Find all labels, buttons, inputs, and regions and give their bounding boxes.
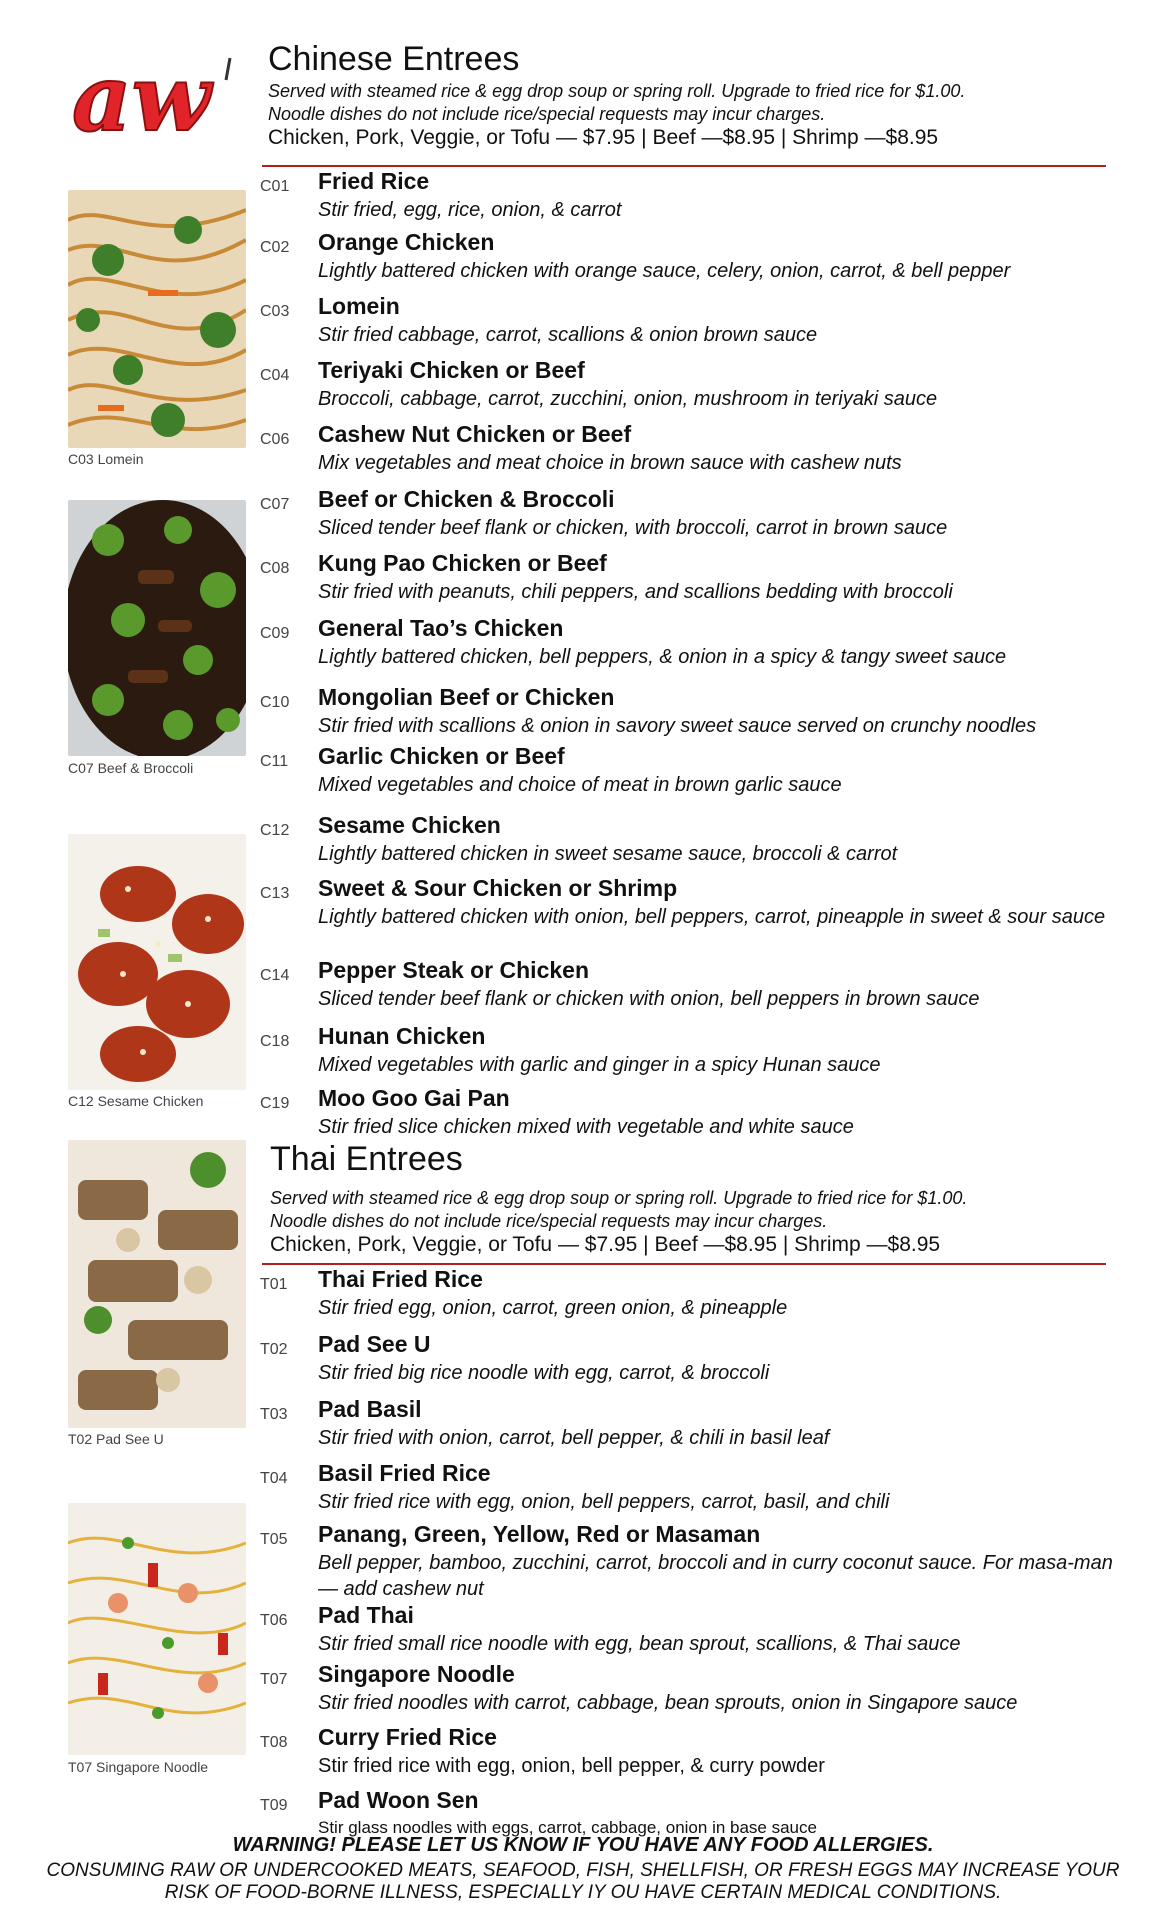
item-code: C02 [260, 239, 290, 256]
item-name: Beef or Chicken & Broccoli [318, 486, 615, 512]
item-name: Sweet & Sour Chicken or Shrimp [318, 875, 678, 901]
item-name: Singapore Noodle [318, 1661, 515, 1687]
menu-item-c04 [260, 357, 1110, 410]
allergy-warning-headline: WARNING! PLEASE LET US KNOW IF YOU HAVE ANY FOOD ALLERGIES. [232, 1834, 934, 1856]
item-name: Basil Fried Rice [318, 1460, 491, 1486]
item-description: Lightly battered chicken with orange sauce, celery, onion, carrot, & bell pepper [318, 260, 1011, 282]
item-description: Stir glass noodles with eggs, carrot, cabbage, onion in base sauce [318, 1818, 817, 1837]
item-description: Stir fried rice with egg, onion, bell pepper, & curry powder [318, 1755, 825, 1777]
item-description: Stir fried, egg, rice, onion, & carrot [318, 199, 622, 221]
item-description: Stir fried with peanuts, chili peppers, and scallions bedding with broccoli [318, 581, 953, 603]
item-name: Cashew Nut Chicken or Beef [318, 421, 632, 447]
chinese-price-line: Chicken, Pork, Veggie, or Tofu — $7.95 | Beef —$8.95 | Shrimp —$8.95 [268, 126, 939, 149]
chinese-divider [262, 165, 1106, 167]
item-code: C08 [260, 560, 290, 577]
menu-item-t02 [260, 1331, 1110, 1384]
menu-item-c08 [260, 550, 1110, 603]
item-name: Pad Thai [318, 1602, 414, 1628]
restaurant-logo [70, 50, 250, 150]
item-name: Garlic Chicken or Beef [318, 743, 565, 769]
photo-sesame-chicken [68, 834, 246, 1090]
menu-item-c12 [260, 812, 1110, 865]
item-description: Stir fried with onion, carrot, bell pepper, & chili in basil leaf [318, 1427, 830, 1449]
item-name: Pad See U [318, 1331, 431, 1357]
menu-item-c18 [260, 1023, 1110, 1076]
item-description: Stir fried big rice noodle with egg, carrot, & broccoli [318, 1362, 770, 1384]
item-description: Lightly battered chicken with onion, bell peppers, carrot, pineapple in sweet & sour sauce [318, 906, 1106, 928]
item-description: Stir fried noodles with carrot, cabbage, bean sprouts, onion in Singapore sauce [318, 1692, 1018, 1714]
item-code: C10 [260, 694, 290, 711]
item-name: Kung Pao Chicken or Beef [318, 550, 607, 576]
item-description: Mixed vegetables and choice of meat in brown garlic sauce [318, 774, 842, 796]
item-description: Lightly battered chicken, bell peppers, & onion in a spicy & tangy sweet sauce [318, 646, 1007, 668]
thai-price-line: Chicken, Pork, Veggie, or Tofu — $7.95 | Beef —$8.95 | Shrimp —$8.95 [270, 1233, 941, 1256]
photo-beef-broccoli [68, 500, 246, 756]
menu-item-c07 [260, 486, 1110, 539]
menu-item-t06 [260, 1602, 1110, 1655]
menu-item-c09 [260, 615, 1110, 668]
logo-accent-mark [226, 58, 230, 80]
allergy-warning-line: RISK OF FOOD-BORNE ILLNESS, ESPECIALLY IY OU HAVE CERTAIN MEDICAL CONDITIONS. [164, 1882, 1002, 1903]
item-name: Pad Basil [318, 1396, 422, 1422]
item-description: Sliced tender beef flank or chicken, with broccoli, carrot in brown sauce [318, 517, 948, 539]
photo-caption: C12 Sesame Chicken [68, 1093, 204, 1109]
item-code: T08 [260, 1734, 288, 1751]
item-description: Stir fried small rice noodle with egg, bean sprout, scallions, & Thai sauce [318, 1633, 961, 1655]
menu-item-c13 [260, 875, 1110, 951]
menu-item-c11 [260, 743, 1110, 796]
allergy-warning-body [30, 1860, 1136, 1904]
menu-item-t07 [260, 1661, 1110, 1714]
thai-section-title: Thai Entrees [270, 1140, 463, 1178]
item-description: Mix vegetables and meat choice in brown sauce with cashew nuts [318, 452, 902, 474]
chinese-section-title: Chinese Entrees [268, 40, 520, 78]
menu-item-c19 [260, 1085, 1110, 1138]
item-code: T03 [260, 1406, 288, 1423]
item-name: Orange Chicken [318, 229, 495, 255]
allergy-warning-line: CONSUMING RAW OR UNDERCOOKED MEATS, SEAFOOD, FISH, SHELLFISH, OR FRESH EGGS MAY INCREASE YOUR [46, 1860, 1120, 1881]
photo-caption: C03 Lomein [68, 451, 144, 467]
menu-item-c01 [260, 168, 1110, 221]
menu-item-t08 [260, 1724, 1110, 1777]
menu-item-c10 [260, 684, 1110, 737]
item-description: Stir fried slice chicken mixed with vegetable and white sauce [318, 1116, 854, 1138]
menu-item-t03 [260, 1396, 1110, 1449]
item-code: T05 [260, 1531, 288, 1548]
item-code: T01 [260, 1276, 288, 1293]
logo-lettering: aw [72, 50, 211, 150]
item-code: C09 [260, 625, 290, 642]
photo-caption: T07 Singapore Noodle [68, 1759, 209, 1775]
item-name: Fried Rice [318, 168, 430, 194]
menu-item-c03 [260, 293, 1110, 346]
item-description: Lightly battered chicken in sweet sesame sauce, broccoli & carrot [318, 843, 898, 865]
item-name: Sesame Chicken [318, 812, 501, 838]
item-code: C06 [260, 431, 290, 448]
menu-item-c06 [260, 421, 1110, 474]
item-name: Curry Fried Rice [318, 1724, 497, 1750]
thai-divider [262, 1263, 1106, 1265]
item-name: Panang, Green, Yellow, Red or Masaman [318, 1521, 761, 1547]
thai-note-2: Noodle dishes do not include rice/special requests may incur charges. [270, 1211, 828, 1231]
item-code: T09 [260, 1797, 288, 1814]
menu-item-c02 [260, 229, 1110, 282]
chinese-note-2: Noodle dishes do not include rice/special requests may incur charges. [268, 104, 826, 124]
item-name: Moo Goo Gai Pan [318, 1085, 510, 1111]
chinese-note-1: Served with steamed rice & egg drop soup or spring roll. Upgrade to fried rice for $1.00. [268, 81, 966, 101]
photo-pad-see-u [68, 1140, 246, 1428]
menu-item-t09 [260, 1787, 1110, 1835]
item-name: Teriyaki Chicken or Beef [318, 357, 585, 383]
item-name: General Tao’s Chicken [318, 615, 564, 641]
item-description: Mixed vegetables with garlic and ginger in a spicy Hunan sauce [318, 1054, 881, 1076]
photo-caption: C07 Beef & Broccoli [68, 760, 194, 776]
item-description: Stir fried cabbage, carrot, scallions & onion brown sauce [318, 324, 818, 346]
item-code: T06 [260, 1612, 288, 1629]
item-code: C11 [260, 753, 289, 770]
menu-item-t04 [260, 1460, 1110, 1513]
item-name: Mongolian Beef or Chicken [318, 684, 615, 710]
menu-item-t01 [260, 1266, 1110, 1319]
photo-singapore-noodle [68, 1503, 246, 1755]
item-code: C19 [260, 1095, 290, 1112]
item-code: C14 [260, 967, 290, 984]
item-name: Hunan Chicken [318, 1023, 486, 1049]
thai-note-1: Served with steamed rice & egg drop soup or spring roll. Upgrade to fried rice for $1.00. [270, 1188, 968, 1208]
item-name: Pepper Steak or Chicken [318, 957, 589, 983]
item-description: Stir fried egg, onion, carrot, green onion, & pineapple [318, 1297, 788, 1319]
photo-lomein [68, 190, 246, 448]
item-code: T02 [260, 1341, 288, 1358]
item-name: Lomein [318, 293, 400, 319]
item-description: Broccoli, cabbage, carrot, zucchini, onion, mushroom in teriyaki sauce [318, 388, 938, 410]
item-description: Stir fried with scallions & onion in savory sweet sauce served on crunchy noodles [318, 715, 1037, 737]
item-code: C03 [260, 303, 290, 320]
item-code: C01 [260, 178, 290, 195]
menu-item-c14 [260, 957, 1110, 1010]
item-name: Pad Woon Sen [318, 1787, 479, 1813]
item-description: Sliced tender beef flank or chicken with onion, bell peppers in brown sauce [318, 988, 980, 1010]
item-code: C18 [260, 1033, 290, 1050]
item-code: T04 [260, 1470, 288, 1487]
item-description: Bell pepper, bamboo, zucchini, carrot, broccoli and in curry coconut sauce. For masa-man — add cashew nut [318, 1552, 1113, 1600]
item-code: C13 [260, 885, 290, 902]
item-code: C04 [260, 367, 290, 384]
photo-caption: T02 Pad See U [68, 1431, 164, 1447]
item-description: Stir fried rice with egg, onion, bell peppers, carrot, basil, and chili [318, 1491, 890, 1513]
item-code: T07 [260, 1671, 288, 1688]
item-code: C12 [260, 822, 290, 839]
item-code: C07 [260, 496, 290, 513]
menu-item-t05 [260, 1521, 1113, 1600]
item-name: Thai Fried Rice [318, 1266, 483, 1292]
